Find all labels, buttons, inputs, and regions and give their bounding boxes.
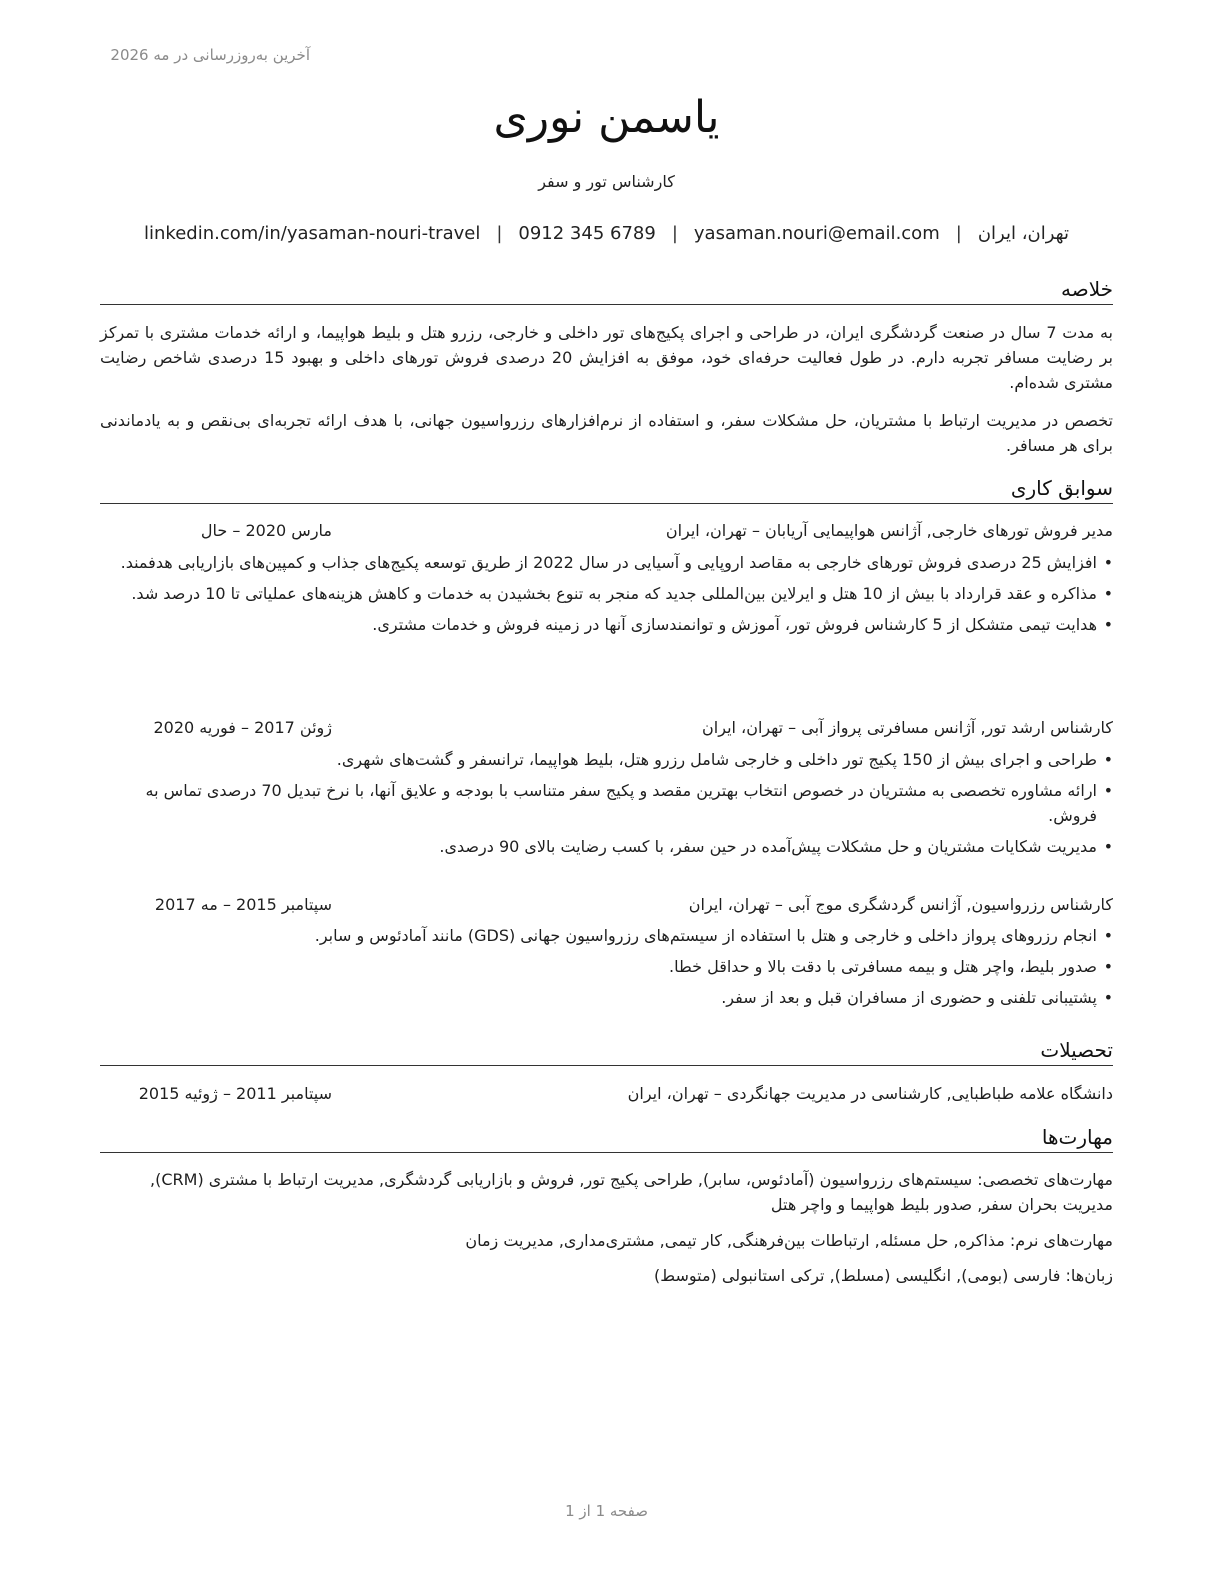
list-item (100, 954, 1113, 979)
job-3-header (100, 892, 1113, 918)
list-item (100, 923, 1113, 948)
summary-heading: خلاصه (100, 276, 1113, 305)
bullet-icon: • (1103, 926, 1113, 945)
list-item (100, 985, 1113, 1010)
candidate-role: کارشناس تور و سفر (538, 172, 675, 191)
education-entry (100, 1081, 1113, 1107)
summary-paragraph-1: به مدت 7 سال در صنعت گردشگری ایران، در طراحی و اجرای پکیج‌های تور داخلی و خارجی، رزرو هتل و بلیط هواپیما، و ارائه خدمات مشتری با تمرکز بر رضایت مسافر تجربه دارم. در طول فعالیت حرفه‌ای خود، موفق به افزایش 20 درصدی فروش تورهای داخلی و بهبود 15 درصدی شاخص رضایت مشتری شده‌ام. (100, 323, 1114, 392)
list-item (100, 834, 1113, 859)
list-item (100, 550, 1113, 575)
list-item (100, 747, 1113, 772)
bullet-icon: • (1103, 957, 1113, 976)
resume-page (100, 0, 1113, 1584)
bullet-icon: • (1103, 988, 1113, 1007)
experience-heading: سوابق کاری (100, 475, 1113, 504)
page-number: صفحه 1 از 1 (565, 1502, 648, 1520)
contact-separator: | (955, 223, 962, 244)
last-updated-text: آخرین به‌روزرسانی در مه 2026 (110, 46, 310, 64)
summary-paragraph-2: تخصص در مدیریت ارتباط با مشتریان، حل مشکلات سفر، و استفاده از نرم‌افزارهای رزرواسیون جهانی، با هدف ارائه تجربه‌ای بی‌نقص و به یادماندنی برای هر مسافر. (100, 411, 1113, 455)
contact-phone[interactable]: 0912 345 6789 (518, 223, 656, 244)
job-3-dates: سپتامبر 2015 – مه 2017 (154, 895, 332, 914)
bullet-text: طراحی و اجرای بیش از 150 پکیج تور داخلی و خارجی شامل رزرو هتل، بلیط هواپیما، ترانسفر و گشت‌های شهری. (336, 750, 1097, 769)
job-1-title: مدیر فروش تورهای خارجی, آژانس هواپیمایی آریابان – تهران، ایران (665, 521, 1113, 540)
contact-linkedin[interactable]: linkedin.com/in/yasaman-nouri-travel (144, 223, 481, 244)
contact-separator: | (496, 223, 503, 244)
education-heading: تحصیلات (100, 1037, 1113, 1066)
bullet-text: انجام رزروهای پرواز داخلی و خارجی و هتل با استفاده از سیستم‌های رزرواسیون جهانی (GDS) مانند آمادئوس و سابر. (314, 926, 1097, 945)
list-item (100, 581, 1113, 606)
job-2-dates: ژوئن 2017 – فوریه 2020 (153, 718, 332, 737)
bullet-icon: • (1103, 750, 1113, 769)
bullet-icon: • (1103, 553, 1113, 572)
job-3-title: کارشناس رزرواسیون, آژانس گردشگری موج آبی – تهران، ایران (688, 895, 1113, 914)
job-2-header (100, 715, 1113, 741)
job-1-dates: مارس 2020 – حال (200, 521, 332, 540)
job-1-bullets (100, 550, 1113, 643)
candidate-name: یاسمن نوری (493, 92, 720, 143)
bullet-text: مذاکره و عقد قرارداد با بیش از 10 هتل و ایرلاین بین‌المللی جدید که منجر به تنوع بخشیدن به خدمات و کاهش هزینه‌های عملیاتی تا 10 درصد شد. (131, 584, 1097, 603)
bullet-text: هدایت تیمی متشکل از 5 کارشناس فروش تور، آموزش و توانمندسازی آنها در زمینه فروش و خدمات مشتری. (372, 615, 1097, 634)
contact-email[interactable]: yasaman.nouri@email.com (693, 223, 940, 244)
job-1-header (100, 518, 1113, 544)
bullet-text: پشتیبانی تلفنی و حضوری از مسافران قبل و بعد از سفر. (721, 988, 1097, 1007)
job-3-bullets (100, 923, 1113, 1016)
bullet-text: مدیریت شکایات مشتریان و حل مشکلات پیش‌آمده در حین سفر، با کسب رضایت بالای 90 درصدی. (439, 837, 1097, 856)
contact-location: تهران، ایران (977, 223, 1069, 244)
bullet-icon: • (1103, 781, 1113, 800)
skills-soft: مهارت‌های نرم: مذاکره, حل مسئله, ارتباطات بین‌فرهنگی, کار تیمی, مشتری‌مداری, مدیریت زمان (465, 1231, 1113, 1250)
list-item (100, 612, 1113, 637)
bullet-text: افزایش 25 درصدی فروش تورهای خارجی به مقاصد اروپایی و آسیایی در سال 2022 از طریق توسعه پکیج‌های جذاب و کمپین‌های بازاریابی هدفمند. (120, 553, 1097, 572)
list-item (100, 778, 1113, 828)
bullet-icon: • (1103, 615, 1113, 634)
bullet-icon: • (1103, 837, 1113, 856)
bullet-icon: • (1103, 584, 1113, 603)
education-title: دانشگاه علامه طباطبایی, کارشناسی در مدیریت جهانگردی – تهران، ایران (627, 1084, 1113, 1103)
skills-languages: زبان‌ها: فارسی (بومی), انگلیسی (مسلط), ترکی استانبولی (متوسط) (654, 1266, 1113, 1285)
contact-line (100, 223, 1113, 244)
skills-technical: مهارت‌های تخصصی: سیستم‌های رزرواسیون (آمادئوس، سابر), طراحی پکیج تور, فروش و بازاریابی گردشگری, مدیریت ارتباط با مشتری (CRM), مدیریت بحران سفر, صدور بلیط هواپیما و واچر هتل (150, 1170, 1113, 1214)
contact-separator: | (671, 223, 678, 244)
job-2-bullets (100, 747, 1113, 865)
job-2-title: کارشناس ارشد تور, آژانس مسافرتی پرواز آبی – تهران، ایران (702, 718, 1113, 737)
bullet-text: ارائه مشاوره تخصصی به مشتریان در خصوص انتخاب بهترین مقصد و پکیج سفر متناسب با بودجه و علایق آنها، با نرخ تبدیل 70 درصدی تماس به فروش. (145, 781, 1097, 825)
skills-heading: مهارت‌ها (100, 1124, 1113, 1153)
education-dates: سپتامبر 2011 – ژوئیه 2015 (138, 1084, 332, 1103)
bullet-text: صدور بلیط، واچر هتل و بیمه مسافرتی با دقت بالا و حداقل خطا. (669, 957, 1097, 976)
